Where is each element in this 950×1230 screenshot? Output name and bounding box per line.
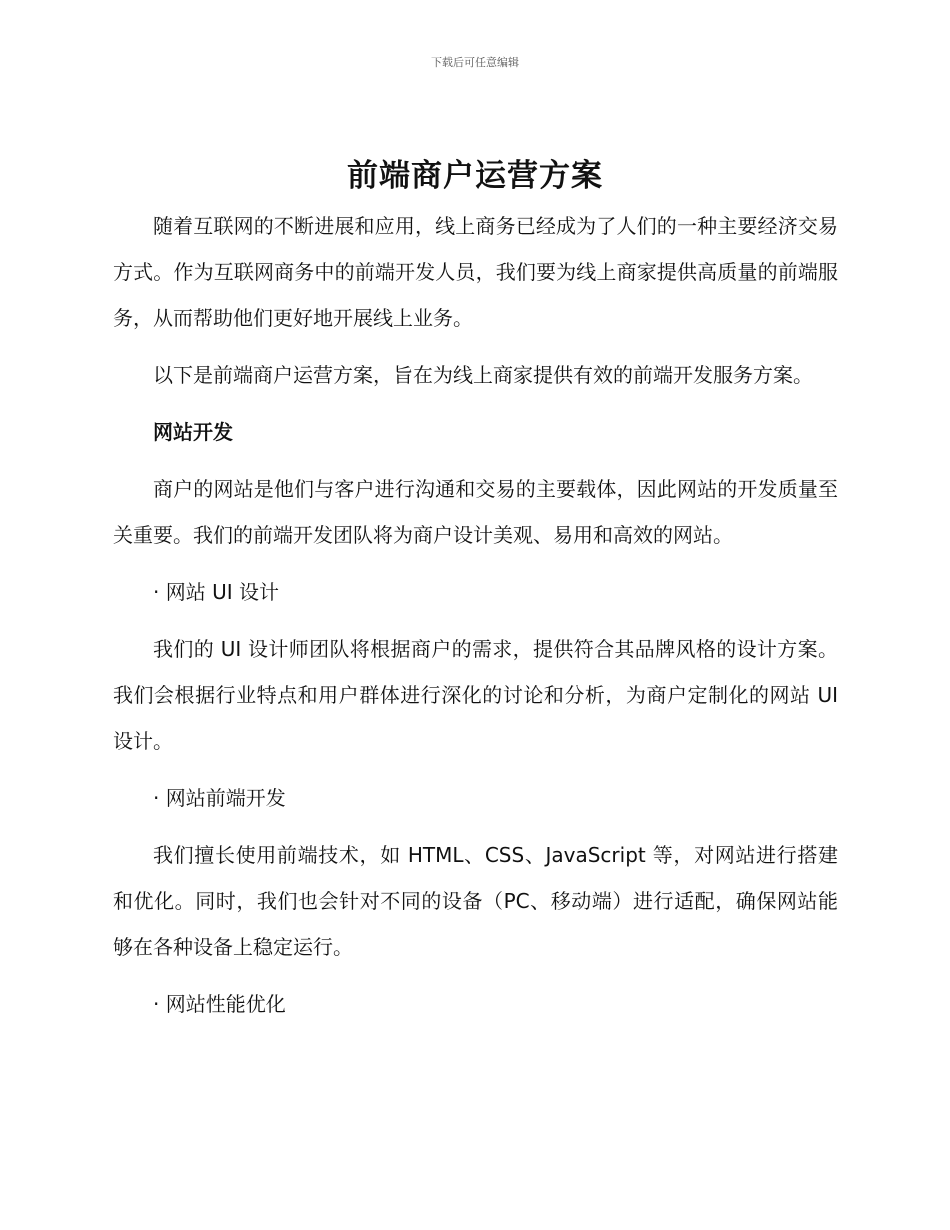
bullet-ui-design: · 网站 UI 设计 <box>153 580 279 604</box>
intro-paragraph: 随着互联网的不断进展和应用，线上商务已经成为了人们的一种主要经济交易方式。作为互联网商务中的前端开发人员，我们要为线上商家提供高质量的前端服务，从而帮助他们更好地开展线上业务。 <box>113 214 838 330</box>
bullet-performance: · 网站性能优化 <box>153 992 286 1016</box>
website-dev-paragraph: 商户的网站是他们与客户进行沟通和交易的主要载体，因此网站的开发质量至关重要。我们的前端开发团队将为商户设计美观、易用和高效的网站。 <box>113 477 838 547</box>
ui-design-paragraph: 我们的 UI 设计师团队将根据商户的需求，提供符合其品牌风格的设计方案。我们会根据行业特点和用户群体进行深化的讨论和分析，为商户定制化的网站 UI 设计。 <box>113 637 838 753</box>
header-note: 下载后可任意编辑 <box>431 56 519 69</box>
bullet-frontend-dev: · 网站前端开发 <box>153 786 286 810</box>
frontend-dev-paragraph: 我们擅长使用前端技术，如 HTML、CSS、JavaScript 等，对网站进行搭建和优化。同时，我们也会针对不同的设备（PC、移动端）进行适配，确保网站能够在各种设备上稳定运行。 <box>113 843 838 959</box>
document-title: 前端商户运营方案 <box>347 158 603 194</box>
section-heading-website-dev: 网站开发 <box>153 420 233 444</box>
document-body <box>113 203 838 1038</box>
plan-paragraph: 以下是前端商户运营方案，旨在为线上商家提供有效的前端开发服务方案。 <box>153 363 813 387</box>
